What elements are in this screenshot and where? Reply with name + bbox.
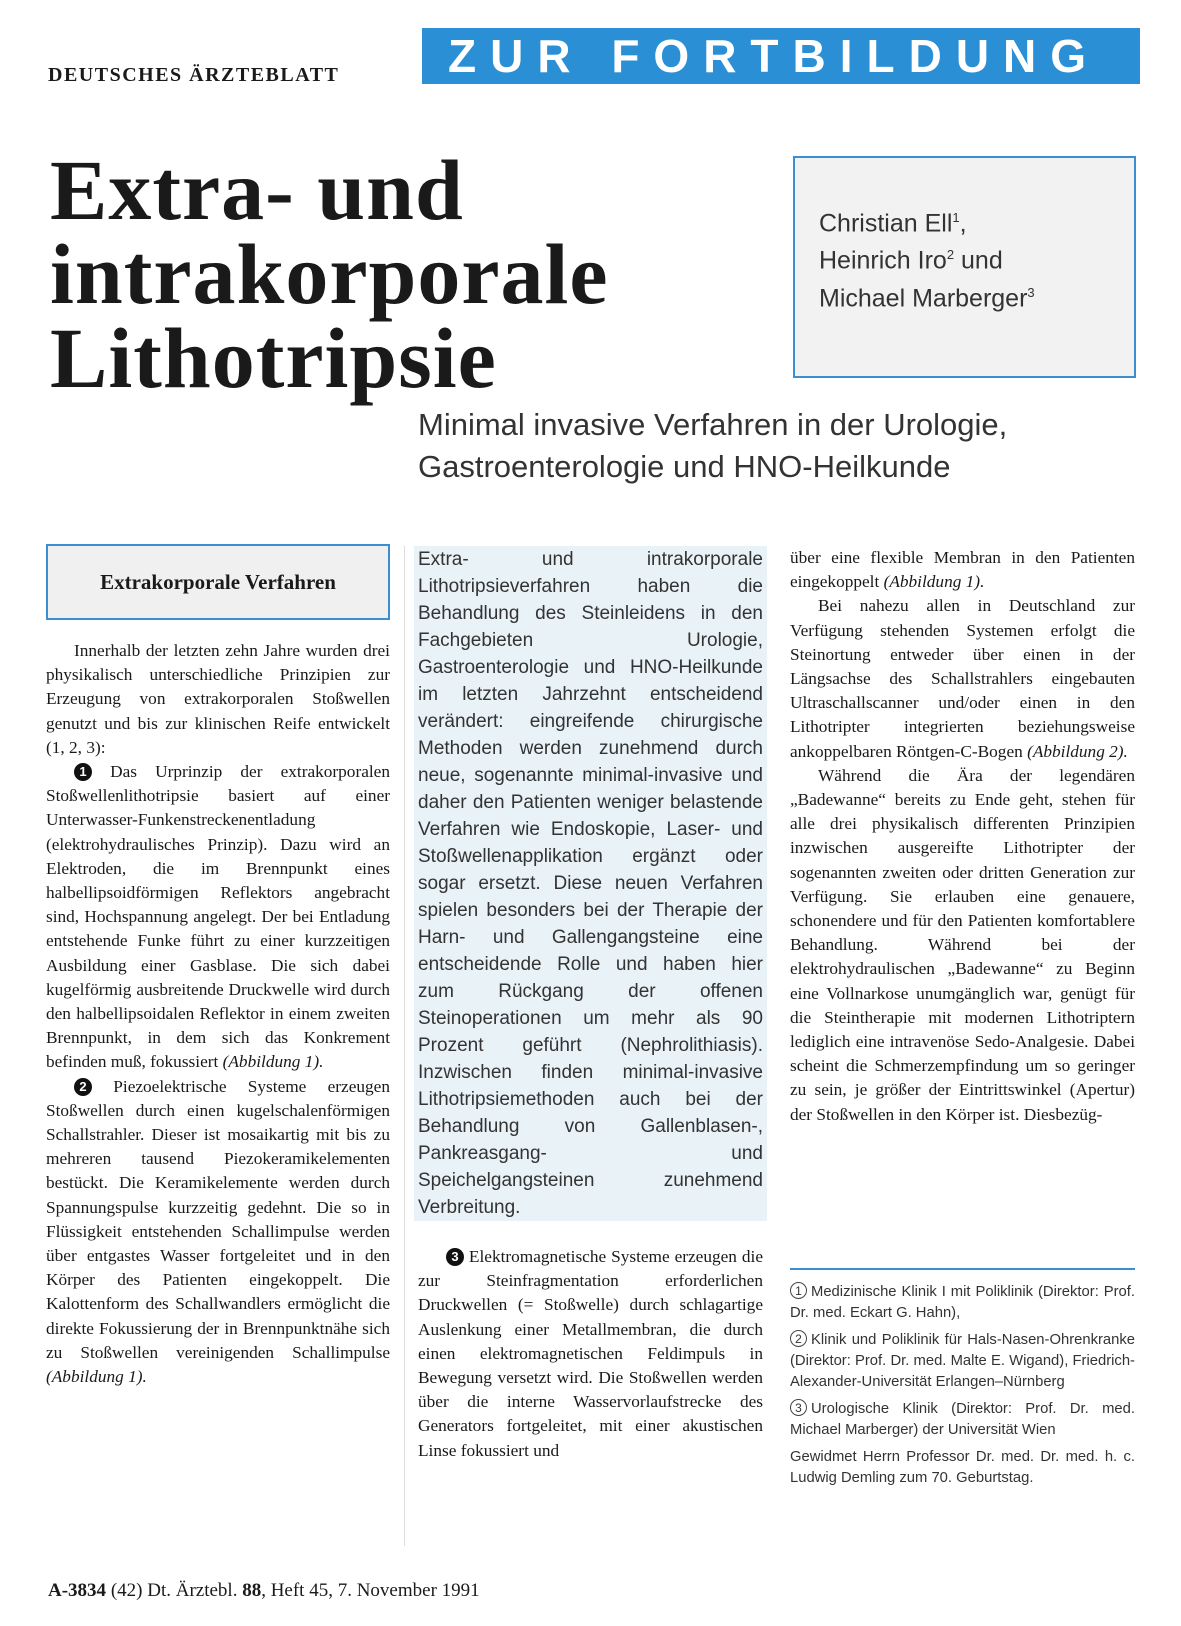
- subtitle-line: Gastroenterologie und HNO-Heilkunde: [418, 449, 951, 484]
- number-badge: 1: [74, 763, 92, 781]
- paragraph: Während die Ära der legendären „Badewanne“ bereits zu Ende geht, stehen für alle drei physikalisch differenten Prinzipien inzwischen ausgereifte Lithotripter der sogenannten zweiten oder dritten Generation zur Verfügung. Sie erlauben eine genauere, schonendere und für den Patienten komfortablere Behandlung. Während bei der elektrohydraulischen „Badewanne“ zu Beginn eine Vollnarkose unumgänglich war, genügt für die Steintherapie mit modernen Lithotriptern lediglich eine intravenöse Sedo-Analgesie. Dabei scheint die Schmerzempfindung um so geringer zu sein, je größer der Eintrittswinkel (Apertur) der Stoßwellen in den Körper ist. Diesbezüg-: [790, 765, 1135, 1124]
- section-heading-box: Extrakorporale Verfahren: [46, 544, 390, 620]
- volume: 88: [242, 1580, 262, 1601]
- affiliation-note: 1 Medizinische Klinik I mit Poliklinik (Direktor: Prof. Dr. med. Eckart G. Hahn),: [790, 1284, 1135, 1321]
- column-divider: [404, 546, 405, 1546]
- number-badge: 3: [446, 1248, 464, 1266]
- title-line: intrakorporale: [50, 226, 609, 322]
- paragraph: 3 Elektromagnetische Systeme erzeugen die zur Steinfragmentation erforderlichen Druckwellen (= Stoßwelle) durch schlagartige Auslenkung einer Metallmembran, die durch einen elektromagnetischen Feldimpuls in Bewegung versetzt wird. Die Stoßwellen werden über die interne Wasservorlaufstrecke des Generators fortgeleitet, mit einer akustischen Linse fokussiert und: [418, 1247, 763, 1460]
- column-3: [790, 546, 1135, 1127]
- dedication: Gewidmet Herrn Professor Dr. med. Dr. med. h. c. Ludwig Demling zum 70. Geburtstag.: [790, 1449, 1135, 1486]
- footnote-rule: [790, 1268, 1135, 1270]
- paragraph: über eine flexible Membran in den Patienten eingekoppelt (Abbildung 1).: [790, 548, 1135, 592]
- author: Michael Marberger$^3$: [819, 283, 1035, 312]
- paragraph: Bei nahezu allen in Deutschland zur Verfügung stehenden Systemen erfolgt die Steinortung entweder über einen in der Längsachse des Schallstrahlers eingebauten Ultraschallscanner und/oder einen in den Lithotripter integrierten beziehungsweise ankoppelbaren Röntgen-C-Bogen (Abbildung 2).: [790, 596, 1135, 761]
- affiliation-note: 2 Klinik und Poliklinik für Hals-Nasen-Ohrenkranke (Direktor: Prof. Dr. med. Malte E. Wigand), Friedrich-Alexander-Universität Erlangen–Nürnberg: [790, 1332, 1135, 1390]
- affiliation-note: 3 Urologische Klinik (Direktor: Prof. Dr. med. Michael Marberger) der Universität Wien: [790, 1401, 1135, 1438]
- paragraph: Innerhalb der letzten zehn Jahre wurden drei physikalisch unterschiedliche Prinzipien zur Erzeugung von extrakorporalen Stoßwellen genutzt und bis zur klinischen Reife entwickelt (1, 2, 3):: [46, 641, 390, 757]
- author: Christian Ell$^1$,: [819, 209, 967, 238]
- paragraph: 1 Das Urprinzip der extrakorporalen Stoßwellenlithotripsie basiert auf einer Unterwasser-Funkenstreckenentladung (elektrohydraulisches Prinzip). Dazu wird an Elektroden, die im Brennpunkt eines halbellipsoidförmigen Reflektors angebracht sind, Hochspannung angelegt. Der bei Entladung entstehende Funke führt zu einer kurzzeitigen Ausbildung einer Gasblase. Die sich dabei kugelförmig ausbreitende Druckwelle wird durch den halbellipsoidalen Reflektor in einem zweiten Brennpunkt, in dem sich das Konkrement befinden muß, fokussiert (Abbildung 1).: [46, 762, 390, 1072]
- article-title: [50, 142, 609, 406]
- affiliation-notes: [790, 1282, 1135, 1495]
- number-badge: 2: [74, 1078, 92, 1096]
- intro-paragraph: Extra- und intrakorporale Lithotripsieverfahren haben die Behandlung des Steinleidens in den Fachgebieten Urologie, Gastroenterologie und HNO-Heilkunde im letzten Jahrzehnt entscheidend verändert: eingreifende chirurgische Methoden werden zunehmend durch neue, sogenannte minimal-invasive und daher den Patienten weniger belastende Verfahren wie Endoskopie, Laser- und Stoßwellenapplikation ergänzt oder sogar ersetzt. Diese neuen Verfahren spielen besonders bei der Therapie der Harn- und Gallengangsteine eine entscheidende Rolle und haben hier zum Rückgang der offenen Steinoperationen um mehr als 90 Prozent geführt (Nephrolithiasis). Inzwischen finden minimal-invasive Lithotripsiemethoden auch bei der Behandlung von Gallenblasen-, Pankreasgang- und Speichelgangsteinen zunehmend Verbreitung.: [414, 546, 767, 1221]
- author: Heinrich Iro$^2$ und: [819, 246, 1003, 275]
- journal-name: DEUTSCHES ÄRZTEBLATT: [48, 64, 340, 86]
- subtitle-line: Minimal invasive Verfahren in der Urologie,: [418, 407, 1008, 442]
- page-number: A-3834: [48, 1580, 107, 1601]
- author-box: [793, 156, 1136, 378]
- column-1: [46, 639, 390, 1389]
- title-line: Lithotripsie: [50, 310, 497, 406]
- paragraph: 2 Piezoelektrische Systeme erzeugen Stoßwellen durch einen kugelschalenförmigen Schallstrahler. Dieser ist mosaikartig mit bis zu mehreren tausend Piezokeramikelementen bestückt. Die Keramikelemente werden durch Spannungspulse kurzzeitig gedehnt. Die so in Flüssigkeit entstehenden Schallimpulse werden über entgastes Wasser fortgeleitet und in den Körper des Patienten eingekoppelt. Die Kalottenform des Schallwandlers ermöglicht die direkte Fokussierung der in Brennpunktnähe sich zu Stoßwellen vereinigenden Schallimpulse (Abbildung 1).: [46, 1076, 390, 1387]
- title-line: Extra- und: [50, 142, 464, 238]
- issue: , Heft 45, 7. November 1991: [261, 1580, 480, 1601]
- page-footer: [48, 1580, 480, 1602]
- section-banner: ZUR FORTBILDUNG: [422, 28, 1140, 84]
- article-subtitle: [418, 404, 1007, 488]
- citation: (42) Dt. Ärztebl.: [110, 1580, 238, 1601]
- column-2: [418, 546, 763, 1463]
